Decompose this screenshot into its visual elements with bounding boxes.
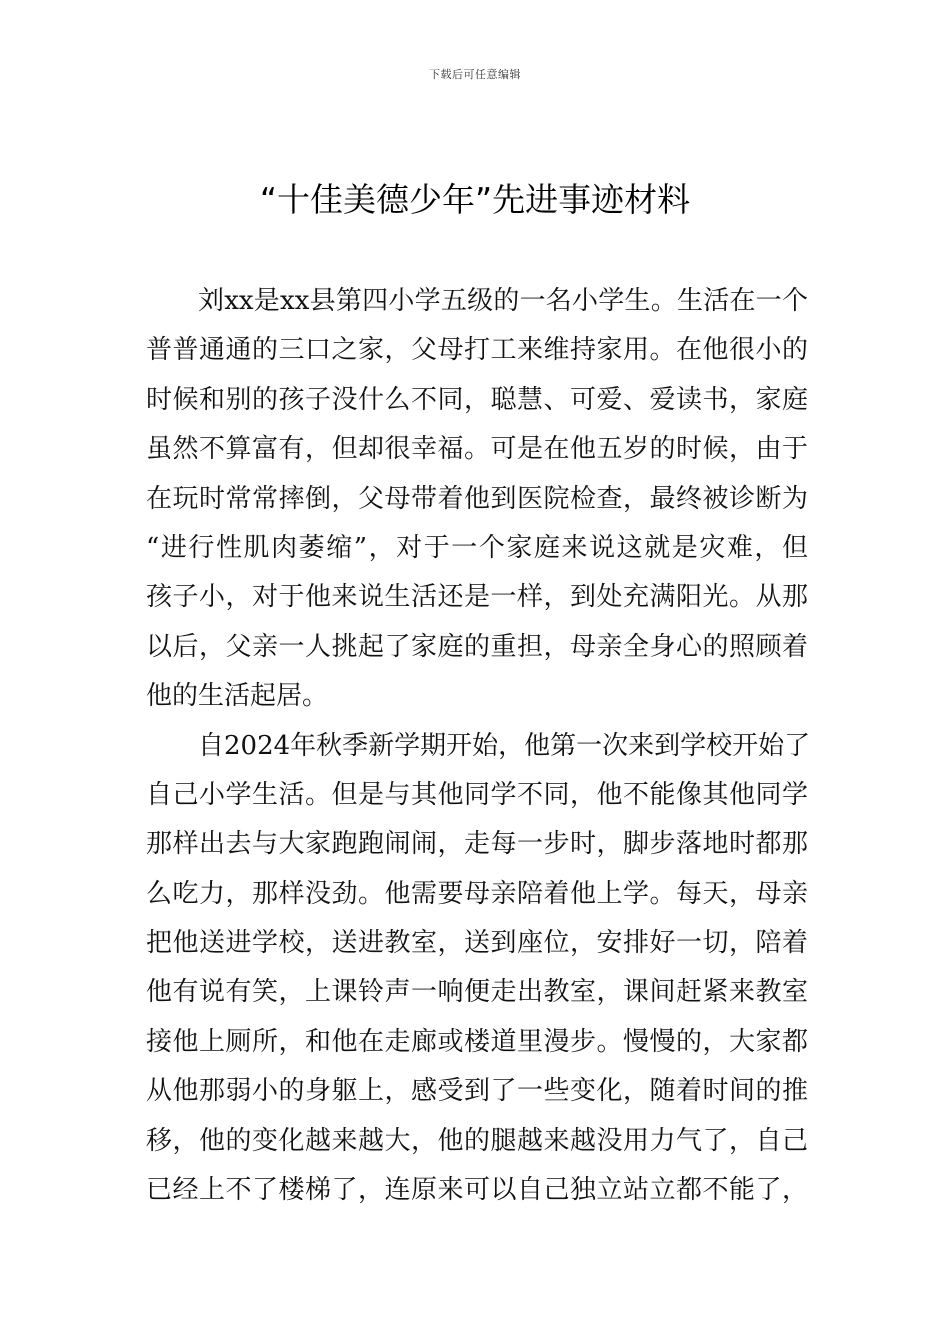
text-line: 时候和别的孩子没什么不同，聪慧、可爱、爱读书，家庭: [146, 384, 808, 415]
text-line: 孩子小，对于他来说生活还是一样，到处充满阳光。从那: [146, 582, 808, 613]
document-body: [146, 277, 811, 1215]
text-line: 他的生活起居。: [146, 681, 329, 712]
text-line: 刘xx是xx县第四小学五级的一名小学生。生活在一个: [198, 286, 808, 316]
text-line: 已经上不了楼梯了，连原来可以自己独立站立都不能了，: [146, 1175, 808, 1206]
text-line: 以后，父亲一人挑起了家庭的重担，母亲全身心的照顾着: [146, 631, 808, 662]
text-line: 把他送进学校，送进教室，送到座位，安排好一切，陪着: [146, 928, 808, 959]
text-line: 普普通通的三口之家，父母打工来维持家用。在他很小的: [146, 335, 808, 366]
text-line: 接他上厕所，和他在走廊或楼道里漫步。慢慢的，大家都: [146, 1026, 808, 1057]
paragraph-1: [146, 277, 808, 722]
text-line: 自己小学生活。但是与其他同学不同，他不能像其他同学: [146, 779, 808, 810]
paragraph-2: [146, 722, 811, 1216]
text-line: 那样出去与大家跑跑闹闹，走每一步时，脚步落地时都那: [146, 829, 808, 860]
text-line: 自2024年秋季新学期开始，他第一次来到学校开始了: [198, 730, 811, 761]
text-line: 移，他的变化越来越大，他的腿越来越没用力气了，自己: [146, 1125, 808, 1156]
text-line: “进行性肌肉萎缩”，对于一个家庭来说这就是灾难，但: [146, 532, 808, 563]
text-line: 么吃力，那样没劲。他需要母亲陪着他上学。每天，母亲: [146, 878, 808, 909]
document-title: “十佳美德少年”先进事迹材料: [259, 180, 691, 219]
text-line: 在玩时常常摔倒，父母带着他到医院检查，最终被诊断为: [146, 483, 808, 514]
text-line: 虽然不算富有，但却很幸福。可是在他五岁的时候，由于: [146, 434, 808, 465]
text-line: 从他那弱小的身躯上，感受到了一些变化，随着时间的推: [146, 1076, 808, 1107]
header-note: 下载后可任意编辑: [429, 68, 521, 81]
text-line: 他有说有笑，上课铃声一响便走出教室，课间赶紧来教室: [146, 977, 808, 1008]
